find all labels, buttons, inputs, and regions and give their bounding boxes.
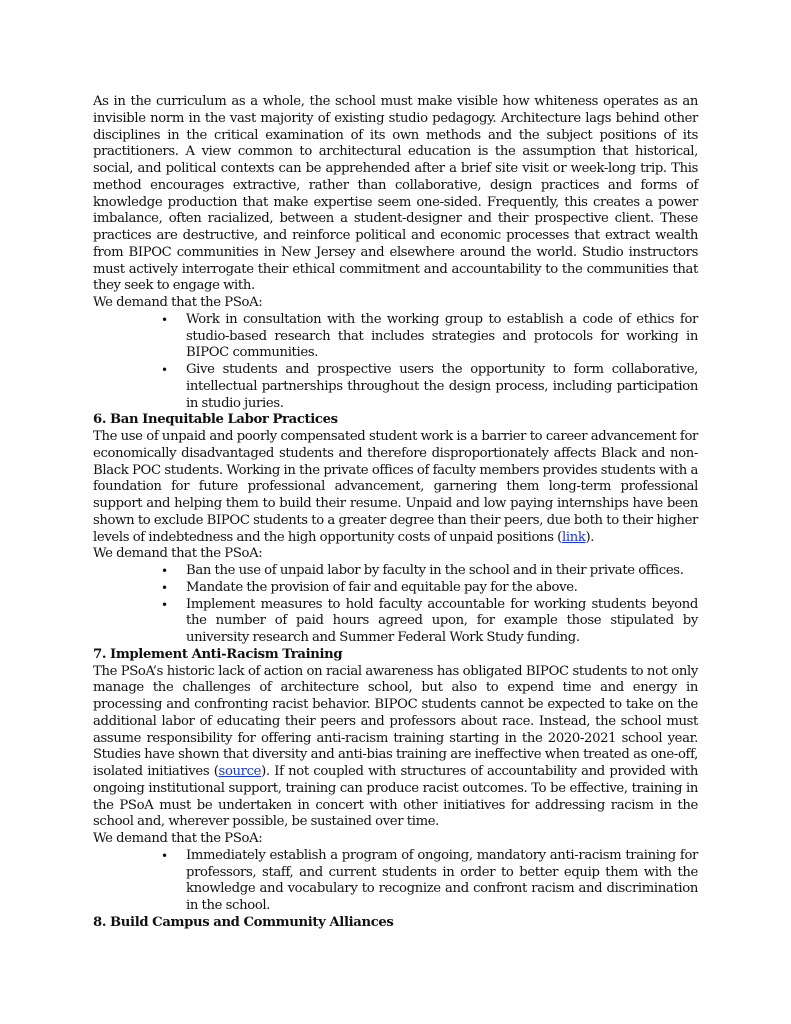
section-heading-6: 6. Ban Inequitable Labor Practices bbox=[93, 412, 338, 428]
bullet-icon: • bbox=[161, 363, 168, 377]
bullet-icon: • bbox=[161, 597, 168, 612]
list-item bbox=[93, 597, 698, 647]
section-7-paragraph bbox=[93, 664, 698, 832]
intro-paragraph: As in the curriculum as a whole, the school must make visible how whiteness operates as an invisible norm in the vast majority of existing studio pedagogy. Architecture lags behind other disciplines in the critical examination of its own methods and the subject positions of its practitioners. A view common to architectural education is the assumption that historical, social, and political contexts can be apprehended after a brief site visit or week-long trip. This method encourages extractive, rather than collaborative, design practices and forms of knowledge production that make expertise seem one-sided. Frequently, this creates a power imbalance, often racialized, between a student-designer and their prospective client. These practices are destructive, and reinforce political and economic processes that extract wealth from BIPOC communities in New Jersey and elsewhere around the world. Studio instructors must actively interrogate their ethical commitment and accountability to the communities that they seek to engage with. bbox=[93, 94, 698, 294]
list-item bbox=[93, 563, 698, 580]
list-item bbox=[93, 848, 698, 915]
bullet-icon: • bbox=[161, 312, 168, 327]
list-item-text: Mandate the provision of fair and equitable pay for the above. bbox=[186, 579, 578, 595]
list-item-text: Ban the use of unpaid labor by faculty in the school and in their private offices. bbox=[186, 563, 684, 578]
demand-lead: We demand that the PSoA: bbox=[93, 831, 263, 846]
document-page bbox=[93, 94, 698, 932]
section-heading-8: 8. Build Campus and Community Alliances bbox=[93, 914, 394, 930]
section-heading-7: 7. Implement Anti-Racism Training bbox=[93, 646, 343, 662]
list-item-text: Give students and prospective users the opportunity to form collaborative, intellectual partnerships throughout the design process, including participation in studio juries. bbox=[186, 362, 698, 411]
list-item bbox=[93, 362, 698, 412]
list-item-text: Implement measures to hold faculty accountable for working students beyond the number of paid hours agreed upon, for example those stipulated by university research and Summer Federal Work Study funding. bbox=[186, 596, 698, 645]
section-7-text-before-link: The PSoA’s historic lack of action on racial awareness has obligated BIPOC students to not only manage the challenges of architecture school, but also to expend time and energy in processing and confronting racist behavior. BIPOC students cannot be expected to take on the additional labor of educating their peers and professors about race. Instead, the school must assume responsibility for offering anti-racism training starting in the 2020-2021 school year. Studies have shown that diversity and anti-bias training are ineffective when treated as one-off, isolated initiatives ( bbox=[93, 663, 698, 779]
section-7-demands-list bbox=[93, 848, 698, 915]
demand-lead: We demand that the PSoA: bbox=[93, 295, 263, 310]
section-6-text-after-link: ). bbox=[585, 529, 595, 545]
intro-demands-list bbox=[93, 312, 698, 413]
list-item-text: Immediately establish a program of ongoing, mandatory anti-racism training for professors, staff, and current students in order to better equip them with the knowledge and vocabulary to recognize and confront racism and discrimination in the school. bbox=[186, 847, 698, 913]
bullet-icon: • bbox=[161, 580, 168, 595]
list-item bbox=[93, 312, 698, 362]
bullet-icon: • bbox=[161, 848, 168, 863]
section-7-text-after-link: ). If not coupled with structures of accountability and provided with ongoing institutional support, training can produce racist outcomes. To be effective, training in the PSoA must be undertaken in concert with other initiatives for addressing racism in the school and, wherever possible, be sustained over time. bbox=[93, 764, 698, 830]
section-7-source-link[interactable]: source bbox=[218, 764, 262, 779]
section-6-demands-list bbox=[93, 563, 698, 647]
bullet-icon: • bbox=[161, 564, 168, 578]
section-6-link[interactable]: link bbox=[561, 529, 586, 545]
list-item bbox=[93, 580, 698, 597]
section-6-text-before-link: The use of unpaid and poorly compensated student work is a barrier to career advancement for economically disadvantaged students and therefore disproportionately affects Black and non-Black POC students. Working in the private offices of faculty members provides students with a foundation for future professional advancement, garnering them long-term professional support and helping them to build their resume. Unpaid and low paying internships have been shown to exclude BIPOC students to a greater degree than their peers, due both to their higher levels of indebtedness and the high opportunity costs of unpaid positions ( bbox=[93, 429, 698, 545]
section-6-paragraph bbox=[93, 429, 698, 546]
list-item-text: Work in consultation with the working group to establish a code of ethics for studio-based research that includes strategies and protocols for working in BIPOC communities. bbox=[186, 311, 698, 361]
demand-lead: We demand that the PSoA: bbox=[93, 546, 263, 562]
